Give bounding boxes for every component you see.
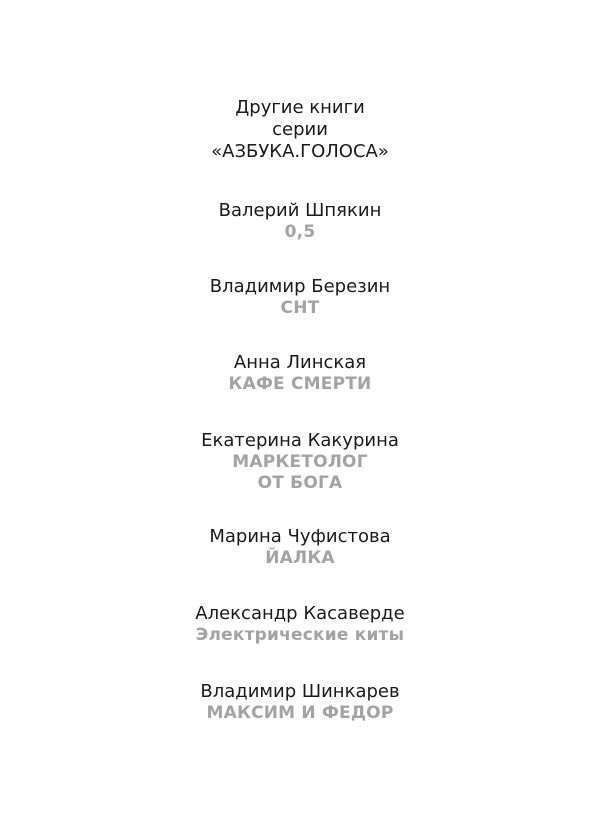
book-title: ЙАЛКА (265, 548, 335, 568)
book-entry (0, 526, 600, 569)
book-author: Владимир Березин (209, 276, 391, 297)
book-title-line-2: ОТ БОГА (257, 473, 343, 493)
book-entry (0, 430, 600, 494)
book-title: Электрические киты (195, 625, 405, 645)
book-entry (0, 603, 600, 646)
book-title: МАКСИМ И ФЕДОР (206, 703, 394, 723)
header-line-2: серии (272, 119, 328, 140)
book-title: 0,5 (284, 222, 316, 242)
book-author: Анна Линская (233, 352, 367, 373)
book-author: Владимир Шинкарев (200, 681, 400, 702)
book-title-line-1: МАРКЕТОЛОГ (232, 452, 368, 472)
book-author: Валерий Шпякин (218, 200, 382, 221)
book-author: Александр Касаверде (195, 603, 405, 624)
book-author: Екатерина Какурина (201, 430, 399, 451)
series-header (0, 97, 600, 163)
book-author: Марина Чуфистова (209, 526, 391, 547)
header-line-1: Другие книги (235, 97, 365, 118)
book-title: КАФЕ СМЕРТИ (228, 374, 372, 394)
book-entry (0, 276, 600, 319)
book-entry (0, 681, 600, 724)
book-title: СНТ (280, 298, 320, 318)
header-line-3: «АЗБУКА.ГОЛОСА» (211, 141, 389, 162)
book-entry (0, 200, 600, 243)
book-entry (0, 352, 600, 395)
